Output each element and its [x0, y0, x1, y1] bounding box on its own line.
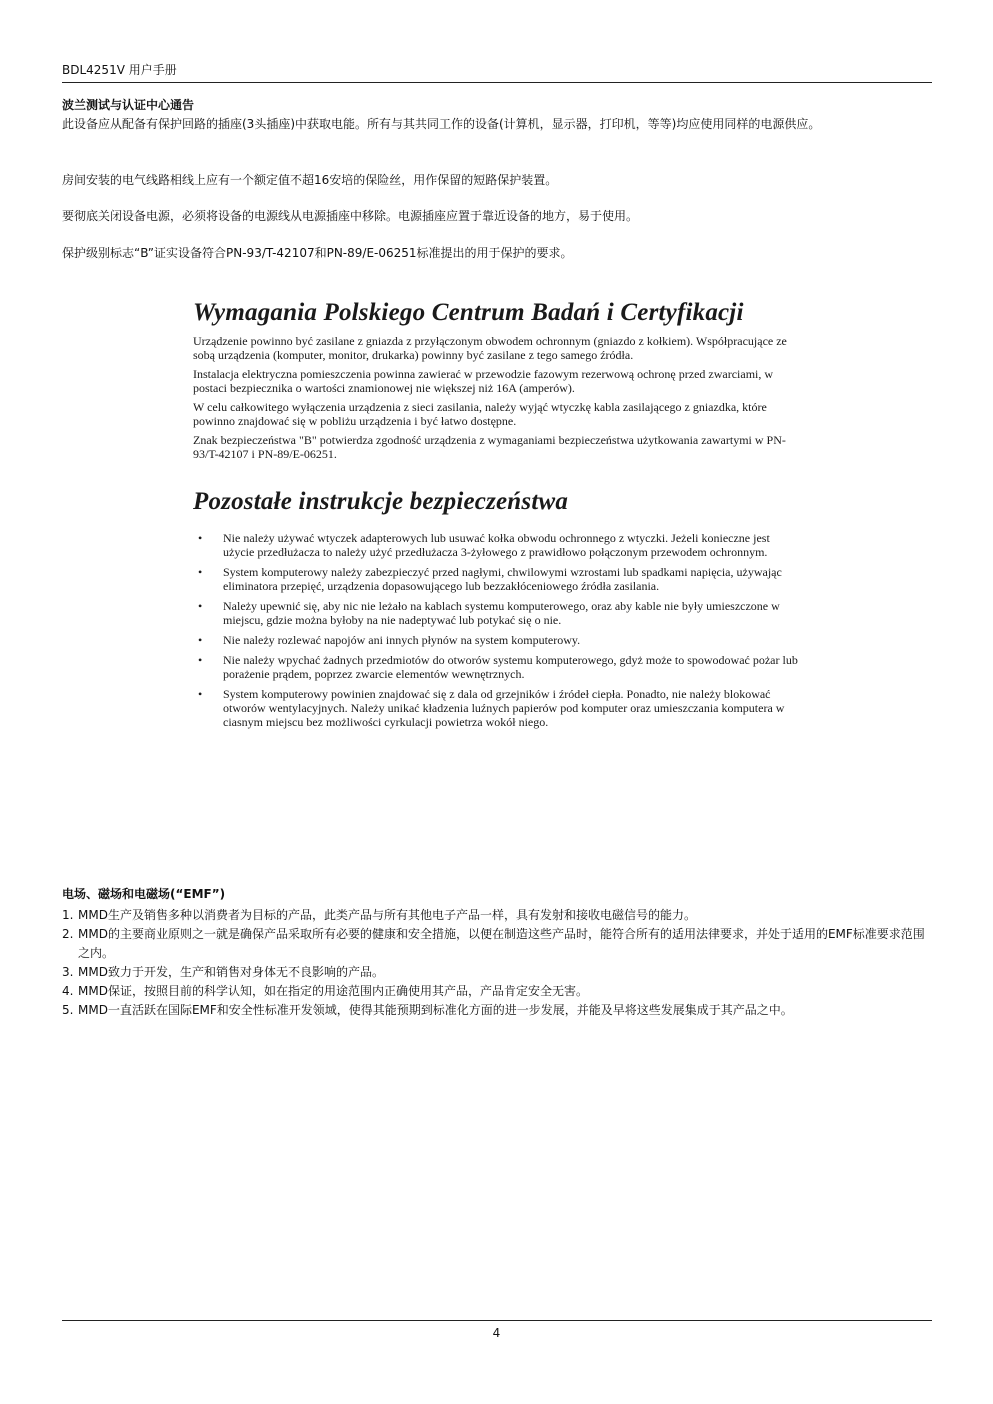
notice-paragraph-1: 此设备应从配备有保护回路的插座(3头插座)中获取电能。所有与其共同工作的设备(计算机，显示器，打印机，等等)均应使用同样的电源供应。 — [62, 117, 821, 131]
list-item: • Nie należy używać wtyczek adapterowych lub usuwać kołka obwodu ochronnego z wtyczki. Jeżeli konieczne jest użycie przedłużacza to należy użyć przedłużacza 3-żyłowego z prawidłowo połączonym przewodem ochronnym. — [198, 531, 770, 559]
notice-paragraph-4: 保护级别标志“B”证实设备符合PN-93/T-42107和PN-89/E-06251标准提出的用于保护的要求。 — [62, 246, 573, 260]
bullet-icon: • — [198, 599, 203, 613]
list-item: 2. MMD的主要商业原则之一就是确保产品采取所有必要的健康和安全措施，以便在制造这些产品时，能符合所有的适用法律要求，并处于适用的EMF标准要求范围之内。 — [62, 927, 925, 960]
page-header — [62, 62, 932, 83]
page-number: 4 — [492, 1326, 501, 1340]
list-item: • Nie należy rozlewać napojów ani innych płynów na system komputerowy. — [198, 633, 581, 647]
polish-paragraph-2: Instalacja elektryczna pomieszczenia powinna zawierać w przewodzie fazowym rezerwową ochronę przed zwarciami, w postaci bezpiecznika o wartości znamionowej nie większej niż 16A (amperów). — [193, 367, 774, 395]
list-item: • System komputerowy należy zabezpieczyć przed nagłymi, chwilowymi wzrostami lub spadkami napięcia, używając eliminatora przepięć, urządzenia dopasowującego lub bezzakłóceniowego źródła zasilania. — [198, 565, 782, 593]
section-title-emf: 电场、磁场和电磁场(“EMF”) — [62, 887, 226, 901]
list-item: 3. MMD致力于开发，生产和销售对身体无不良影响的产品。 — [62, 965, 384, 979]
polish-safety-list — [193, 531, 803, 729]
polish-heading-safety: Pozostałe instrukcje bezpieczeństwa — [193, 488, 569, 515]
document-title: BDL4251V 用户手册 — [62, 63, 177, 77]
polish-scanned-notice — [193, 298, 803, 735]
list-item: • System komputerowy powinien znajdować się z dala od grzejników i źródeł ciepła. Ponadto, nie należy blokować otworów wentylacyjnych. Należy unikać kładzenia luźnych papierów pod komputer oraz umieszczania komputera w ciasnym miejscu bez możliwości cyrkulacji powietrza wokół niego. — [198, 687, 785, 729]
polish-paragraph-4: Znak bezpieczeństwa "B" potwierdza zgodność urządzenia z wymaganiami bezpieczeństwa użytkowania zawartymi w PN-93/T-42107 i PN-89/E-06251. — [193, 433, 786, 461]
bullet-icon: • — [198, 687, 203, 701]
section-title-polish-notice: 波兰测试与认证中心通告 — [62, 98, 195, 112]
polish-heading-requirements: Wymagania Polskiego Centrum Badań i Certyfikacji — [193, 299, 744, 326]
list-item: • Nie należy wpychać żadnych przedmiotów do otworów systemu komputerowego, gdyż może to spowodować pożar lub porażenie prądem, poprzez zwarcie elementów wewnętrznych. — [198, 653, 798, 681]
footer-divider — [62, 1320, 932, 1321]
emf-list — [62, 906, 932, 1020]
bullet-icon: • — [198, 633, 203, 647]
bullet-icon: • — [198, 653, 203, 667]
bullet-icon: • — [198, 531, 203, 545]
list-item: 1. MMD生产及销售多种以消费者为目标的产品，此类产品与所有其他电子产品一样，具有发射和接收电磁信号的能力。 — [62, 908, 696, 922]
polish-paragraph-1: Urządzenie powinno być zasilane z gniazda z przyłączonym obwodem ochronnym (gniazdo z kołkiem). Współpracujące ze sobą urządzenia (komputer, monitor, drukarka) powinny być zasilane z tego samego źródła. — [193, 334, 787, 362]
notice-paragraph-3: 要彻底关闭设备电源，必须将设备的电源线从电源插座中移除。电源插座应置于靠近设备的地方，易于使用。 — [62, 209, 639, 223]
list-item: 4. MMD保证，按照目前的科学认知，如在指定的用途范围内正确使用其产品，产品肯定安全无害。 — [62, 984, 588, 998]
list-item: 5. MMD一直活跃在国际EMF和安全性标准开发领域，使得其能预期到标准化方面的进一步发展，并能及早将这些发展集成于其产品之中。 — [62, 1003, 793, 1017]
list-item: • Należy upewnić się, aby nic nie leżało na kablach systemu komputerowego, oraz aby kable nie były umieszczone w miejscu, gdzie można byłoby na nie nadeptywać lub potykać się o nie. — [198, 599, 780, 627]
bullet-icon: • — [198, 565, 203, 579]
polish-paragraph-3: W celu całkowitego wyłączenia urządzenia z sieci zasilania, należy wyjąć wtyczkę kabla zasilającego z gniazdka, które powinno znajdować się w pobliżu urządzenia i być łatwo dostępne. — [193, 400, 767, 428]
notice-paragraph-2: 房间安装的电气线路相线上应有一个额定值不超16安培的保险丝，用作保留的短路保护装置。 — [62, 173, 558, 187]
